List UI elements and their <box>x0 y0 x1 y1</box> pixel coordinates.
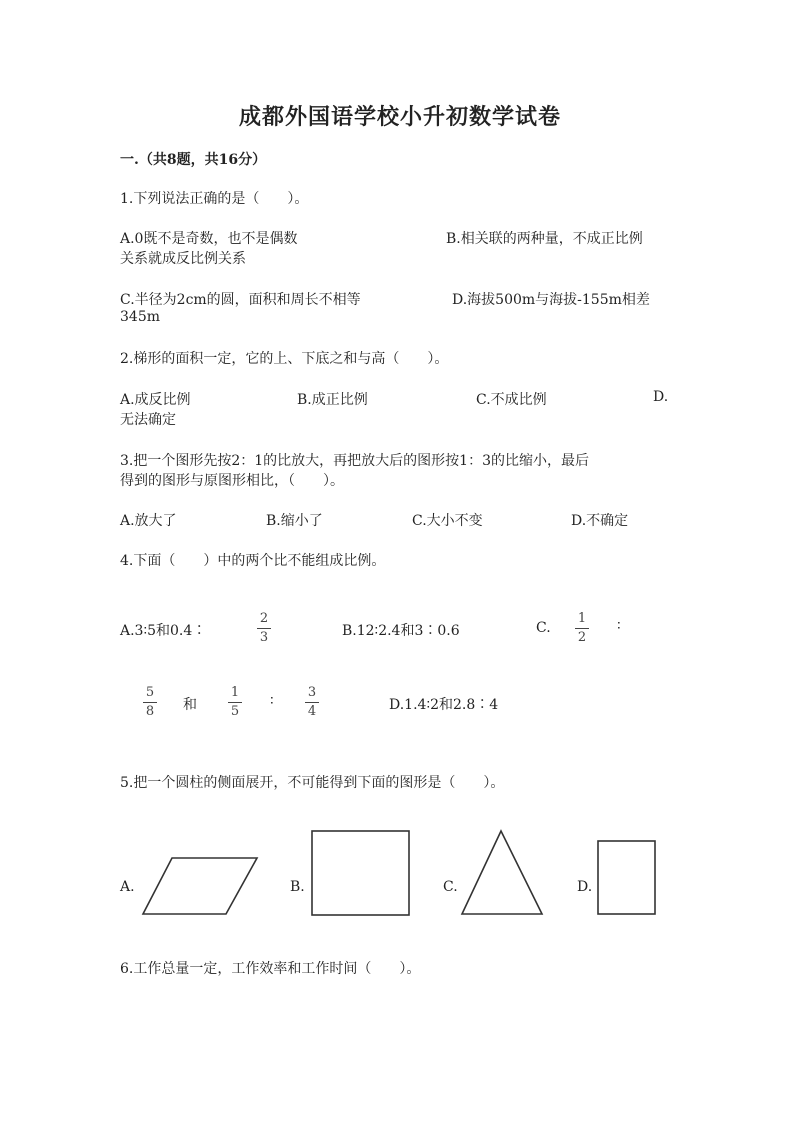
question-1-stem: 1.下列说法正确的是（ ）。 <box>120 191 309 207</box>
question-2-option-c: C.不成比例 <box>476 392 547 408</box>
square-shape <box>310 829 412 917</box>
question-4-option-b: B.12∶2.4和3∶0.6 <box>342 623 460 639</box>
fraction-five-eighths <box>138 686 162 719</box>
question-4-stem: 4.下面（ ）中的两个比不能组成比例。 <box>120 553 386 569</box>
question-2-option-b: B.成正比例 <box>297 392 368 408</box>
fraction-bar <box>575 628 589 629</box>
question-5-option-b-label: B. <box>290 879 305 895</box>
question-1-option-d-cont: 345m <box>120 309 160 325</box>
question-5-option-d-label: D. <box>577 879 593 895</box>
question-3-stem: 3.把一个图形先按2：1的比放大，再把放大后的图形按1：3的比缩小，最后 <box>120 453 589 469</box>
fraction-numerator: 2 <box>259 611 269 626</box>
fraction-three-quarters <box>300 686 324 719</box>
question-3-option-c: C.大小不变 <box>412 513 483 529</box>
fraction-bar <box>305 702 319 703</box>
question-3-option-a: A.放大了 <box>120 513 177 529</box>
ratio-colon: ∶ <box>617 618 621 634</box>
fraction-bar <box>228 702 242 703</box>
fraction-denominator: 2 <box>577 630 587 645</box>
ratio-colon: ∶ <box>270 693 274 709</box>
and-word: 和 <box>183 697 197 713</box>
question-1-option-b-cont: 关系就成反比例关系 <box>120 251 246 267</box>
question-5-option-a-label: A. <box>120 879 135 895</box>
fraction-one-fifth <box>223 686 247 719</box>
question-2-option-d: 无法确定 <box>120 412 176 428</box>
question-3-option-b: B.缩小了 <box>266 513 323 529</box>
question-2-option-a: A.成反比例 <box>120 392 191 408</box>
fraction-denominator: 5 <box>230 704 240 719</box>
question-1-option-b: B.相关联的两种量，不成正比例 <box>446 231 643 247</box>
question-4-option-a: A.3∶5和0.4∶ <box>120 623 207 639</box>
fraction-denominator: 3 <box>259 630 269 645</box>
rectangle-shape <box>596 839 658 917</box>
parallelogram-shape <box>140 855 260 917</box>
question-1-option-c: C.半径为2cm的圆，面积和周长不相等 <box>120 292 361 308</box>
triangle-shape <box>459 828 545 918</box>
fraction-numerator: 3 <box>307 685 317 700</box>
question-2-option-d-label: D. <box>653 389 669 405</box>
fraction-two-thirds <box>252 612 276 645</box>
exam-title: 成都外国语学校小升初数学试卷 <box>238 104 561 130</box>
fraction-one-half <box>570 612 594 645</box>
fraction-numerator: 5 <box>145 685 155 700</box>
fraction-denominator: 4 <box>307 704 317 719</box>
question-5-option-c-label: C. <box>443 879 458 895</box>
question-4-option-d: D.1.4∶2和2.8∶4 <box>389 697 499 713</box>
question-5-stem: 5.把一个圆柱的侧面展开，不可能得到下面的图形是（ ）。 <box>120 775 505 791</box>
question-3-stem-cont: 得到的图形与原图形相比，（ ）。 <box>120 473 344 489</box>
question-6-stem: 6.工作总量一定，工作效率和工作时间（ ）。 <box>120 961 421 977</box>
question-1-option-a: A.0既不是奇数，也不是偶数 <box>120 231 298 247</box>
fraction-numerator: 1 <box>230 685 240 700</box>
question-4-option-c-label: C. <box>536 620 551 636</box>
question-3-option-d: D.不确定 <box>571 513 629 529</box>
question-1-option-d: D.海拔500m与海拔-155m相差 <box>452 292 650 308</box>
section-heading: 一.（共8题，共16分） <box>120 152 267 168</box>
fraction-bar <box>257 628 271 629</box>
question-2-stem: 2.梯形的面积一定，它的上、下底之和与高（ ）。 <box>120 351 449 367</box>
fraction-numerator: 1 <box>577 611 587 626</box>
fraction-denominator: 8 <box>145 704 155 719</box>
fraction-bar <box>143 702 157 703</box>
